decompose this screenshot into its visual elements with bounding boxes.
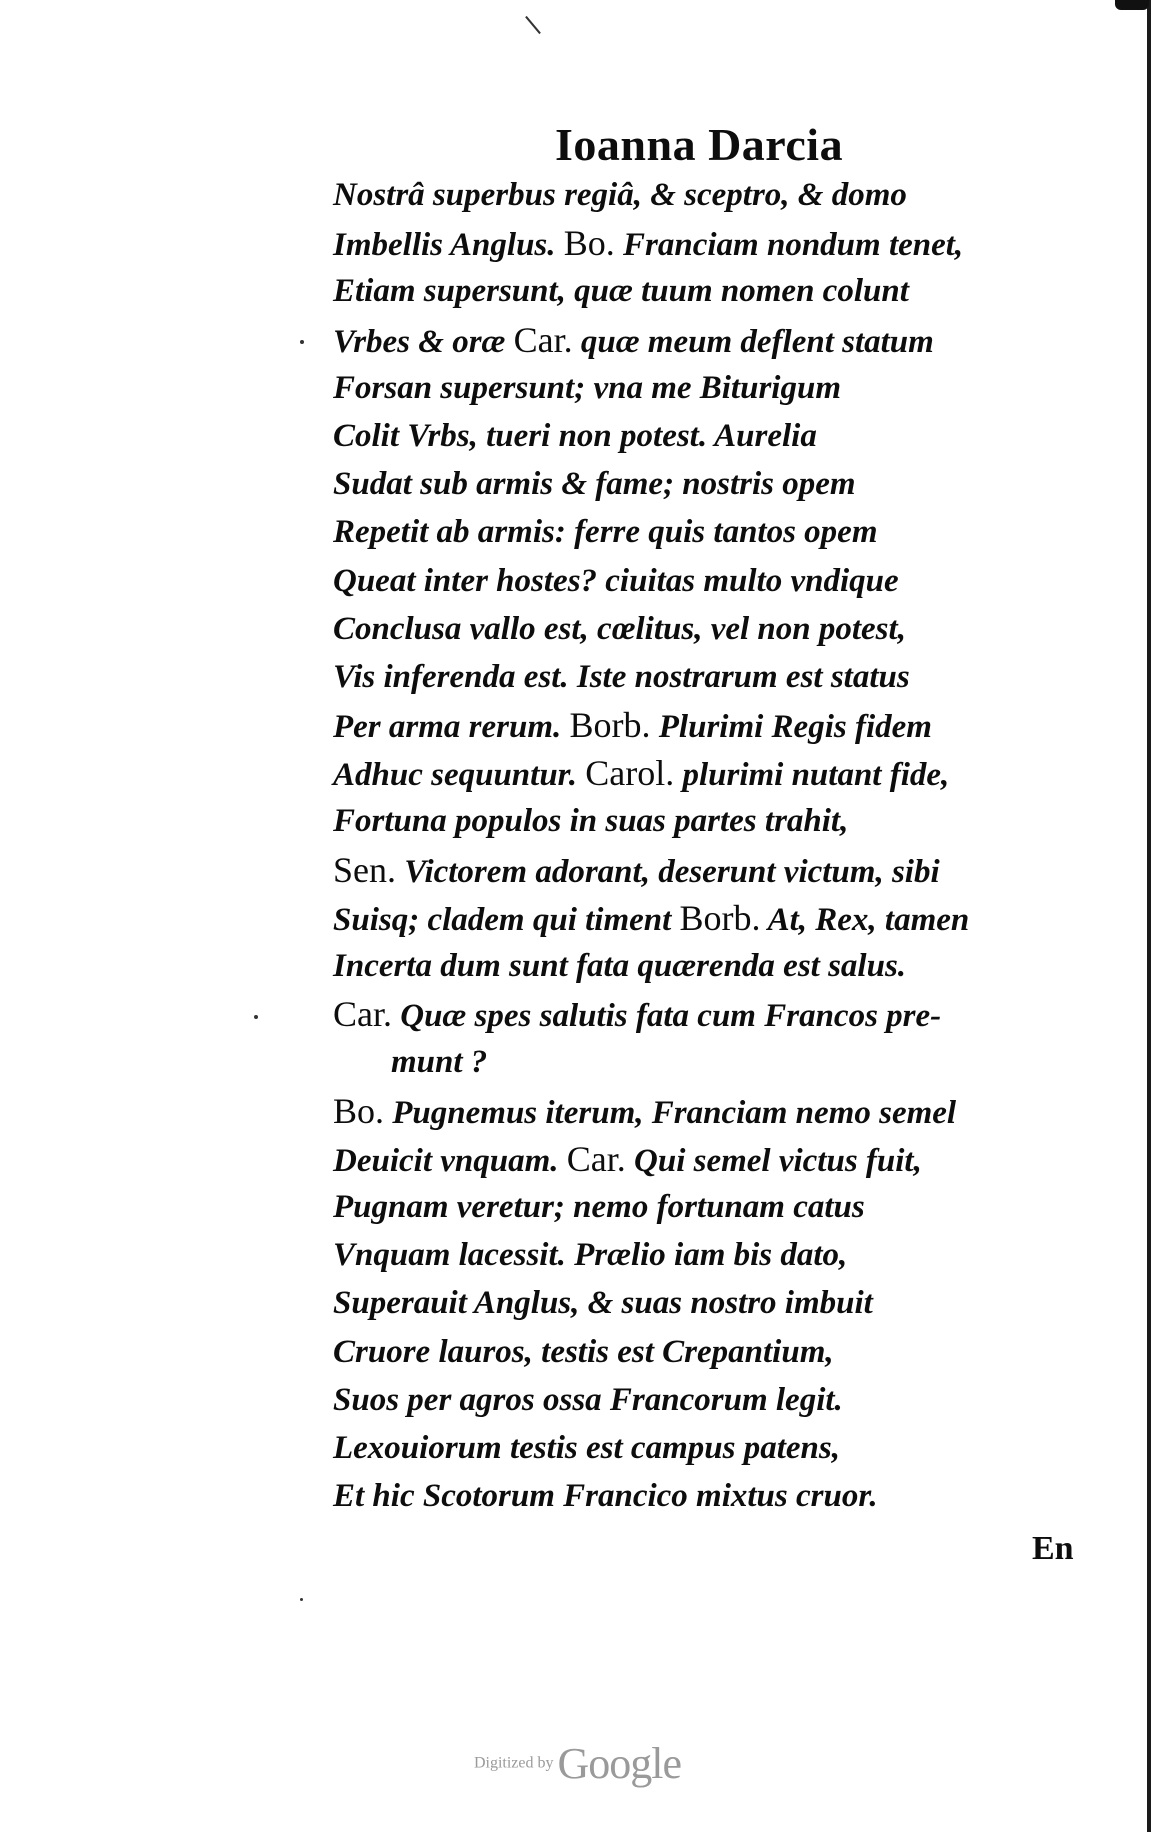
verse-text: plurimi nutant fide, (682, 757, 950, 794)
verse-text: Pugnam veretur; nemo fortunam catus (333, 1188, 865, 1225)
verse-text: Et hic Scotorum Francico mixtus cruor. (333, 1478, 878, 1515)
verse-text: Sudat sub armis & fame; nostris opem (333, 466, 856, 503)
verse-text: Deuicit vnquam. (333, 1142, 559, 1179)
verse-text: Incerta dum sunt fata quærenda est salus. (333, 948, 907, 984)
verse-text: Imbellis Anglus. (333, 227, 556, 264)
ink-speck (300, 340, 304, 344)
verse-line (333, 942, 1093, 990)
verse-line (333, 1183, 1093, 1231)
verse-text: Lexouiorum testis est campus patens, (333, 1429, 840, 1466)
speaker-label: Borb. (679, 897, 761, 938)
verse-text: Superauit Anglus, & suas nostro imbuit (333, 1285, 873, 1322)
verse-line (333, 460, 1093, 508)
verse-text: At, Rex, tamen (767, 901, 970, 938)
verse-line (333, 990, 1093, 1038)
speaker-label: Borb. (569, 705, 651, 746)
verse-block (333, 171, 1093, 1520)
verse-line (333, 846, 1093, 894)
verse-text: Fortuna populos in suas partes trahit, (333, 803, 849, 840)
verse-text: Forsan supersunt; vna me Biturigum (333, 369, 841, 406)
speaker-label: Sen. (333, 849, 396, 890)
verse-line (333, 1376, 1093, 1424)
ink-speck (300, 1598, 303, 1601)
digitized-footer (0, 1738, 1155, 1789)
verse-line (333, 267, 1093, 315)
verse-text: Pugnemus iterum, Franciam nemo semel (392, 1094, 957, 1131)
speaker-label: Car. (333, 994, 392, 1035)
verse-line (333, 412, 1093, 460)
verse-text: Plurimi Regis fidem (658, 709, 932, 746)
corner-ink-mark (1115, 0, 1149, 10)
verse-text: munt ? (391, 1044, 488, 1081)
verse-line (333, 1135, 1093, 1183)
verse-line (333, 653, 1093, 701)
verse-line (333, 701, 1093, 749)
verse-text: Suisq; cladem qui timent (333, 901, 672, 938)
verse-line (333, 797, 1093, 845)
digitized-label: Digitized by (473, 1754, 554, 1772)
verse-line (333, 364, 1093, 412)
verse-text: Cruore lauros, testis est Crepantium, (333, 1333, 834, 1370)
speaker-label: Car. (513, 319, 573, 360)
verse-text: Victorem adorant, deserunt victum, sibi (404, 853, 940, 890)
verse-text: Qui semel victus fuit, (634, 1142, 922, 1179)
verse-line (333, 749, 1093, 797)
speaker-label: Car. (566, 1138, 626, 1179)
verse-line (333, 1087, 1093, 1135)
verse-text: Quæ spes salutis fata cum Francos pre- (400, 998, 942, 1035)
verse-text: Conclusa vallo est, cœlitus, vel non potest, (333, 610, 906, 647)
verse-line (333, 1424, 1093, 1472)
verse-text: Vrbes & oræ (333, 323, 506, 360)
verse-line (333, 1038, 1093, 1086)
verse-line (333, 1279, 1093, 1327)
page-scan-edge (1147, 0, 1151, 1832)
verse-line (333, 557, 1093, 605)
verse-text: Suos per agros ossa Francorum legit. (333, 1381, 843, 1418)
verse-text: Vnquam lacessit. Prælio iam bis dato, (333, 1237, 848, 1274)
speaker-label: Bo. (333, 1090, 385, 1131)
verse-text: Vis inferenda est. Iste nostrarum est status (333, 658, 910, 695)
verse-line (333, 316, 1093, 364)
verse-text: Adhuc sequuntur. (333, 757, 577, 794)
running-title: Ioanna Darcia (555, 119, 844, 170)
verse-line (333, 894, 1093, 942)
verse-line (333, 1328, 1093, 1376)
verse-text: Etiam supersunt, quæ tuum nomen colunt (333, 273, 909, 310)
verse-line (333, 1472, 1093, 1520)
verse-line (333, 508, 1093, 556)
speaker-label: Bo. (563, 223, 615, 264)
verse-line (333, 1231, 1093, 1279)
verse-line (333, 171, 1093, 219)
catchword: En (1032, 1530, 1074, 1567)
verse-text: Repetit ab armis: ferre quis tantos opem (333, 514, 878, 551)
verse-line (333, 219, 1093, 267)
verse-text: quæ meum deflent statum (580, 323, 934, 360)
google-logo: Google (557, 1739, 682, 1788)
verse-text: Per arma rerum. (333, 709, 562, 746)
verse-text: Franciam nondum tenet, (623, 227, 964, 264)
speaker-label: Carol. (585, 753, 675, 794)
verse-text: Colit Vrbs, tueri non potest. Aurelia (333, 417, 817, 454)
ink-speck (525, 16, 541, 34)
ink-speck (254, 1015, 258, 1019)
verse-text: Queat inter hostes? ciuitas multo vndique (333, 562, 899, 599)
verse-line (333, 605, 1093, 653)
verse-text: Nostrâ superbus regiâ, & sceptro, & domo (333, 177, 907, 213)
